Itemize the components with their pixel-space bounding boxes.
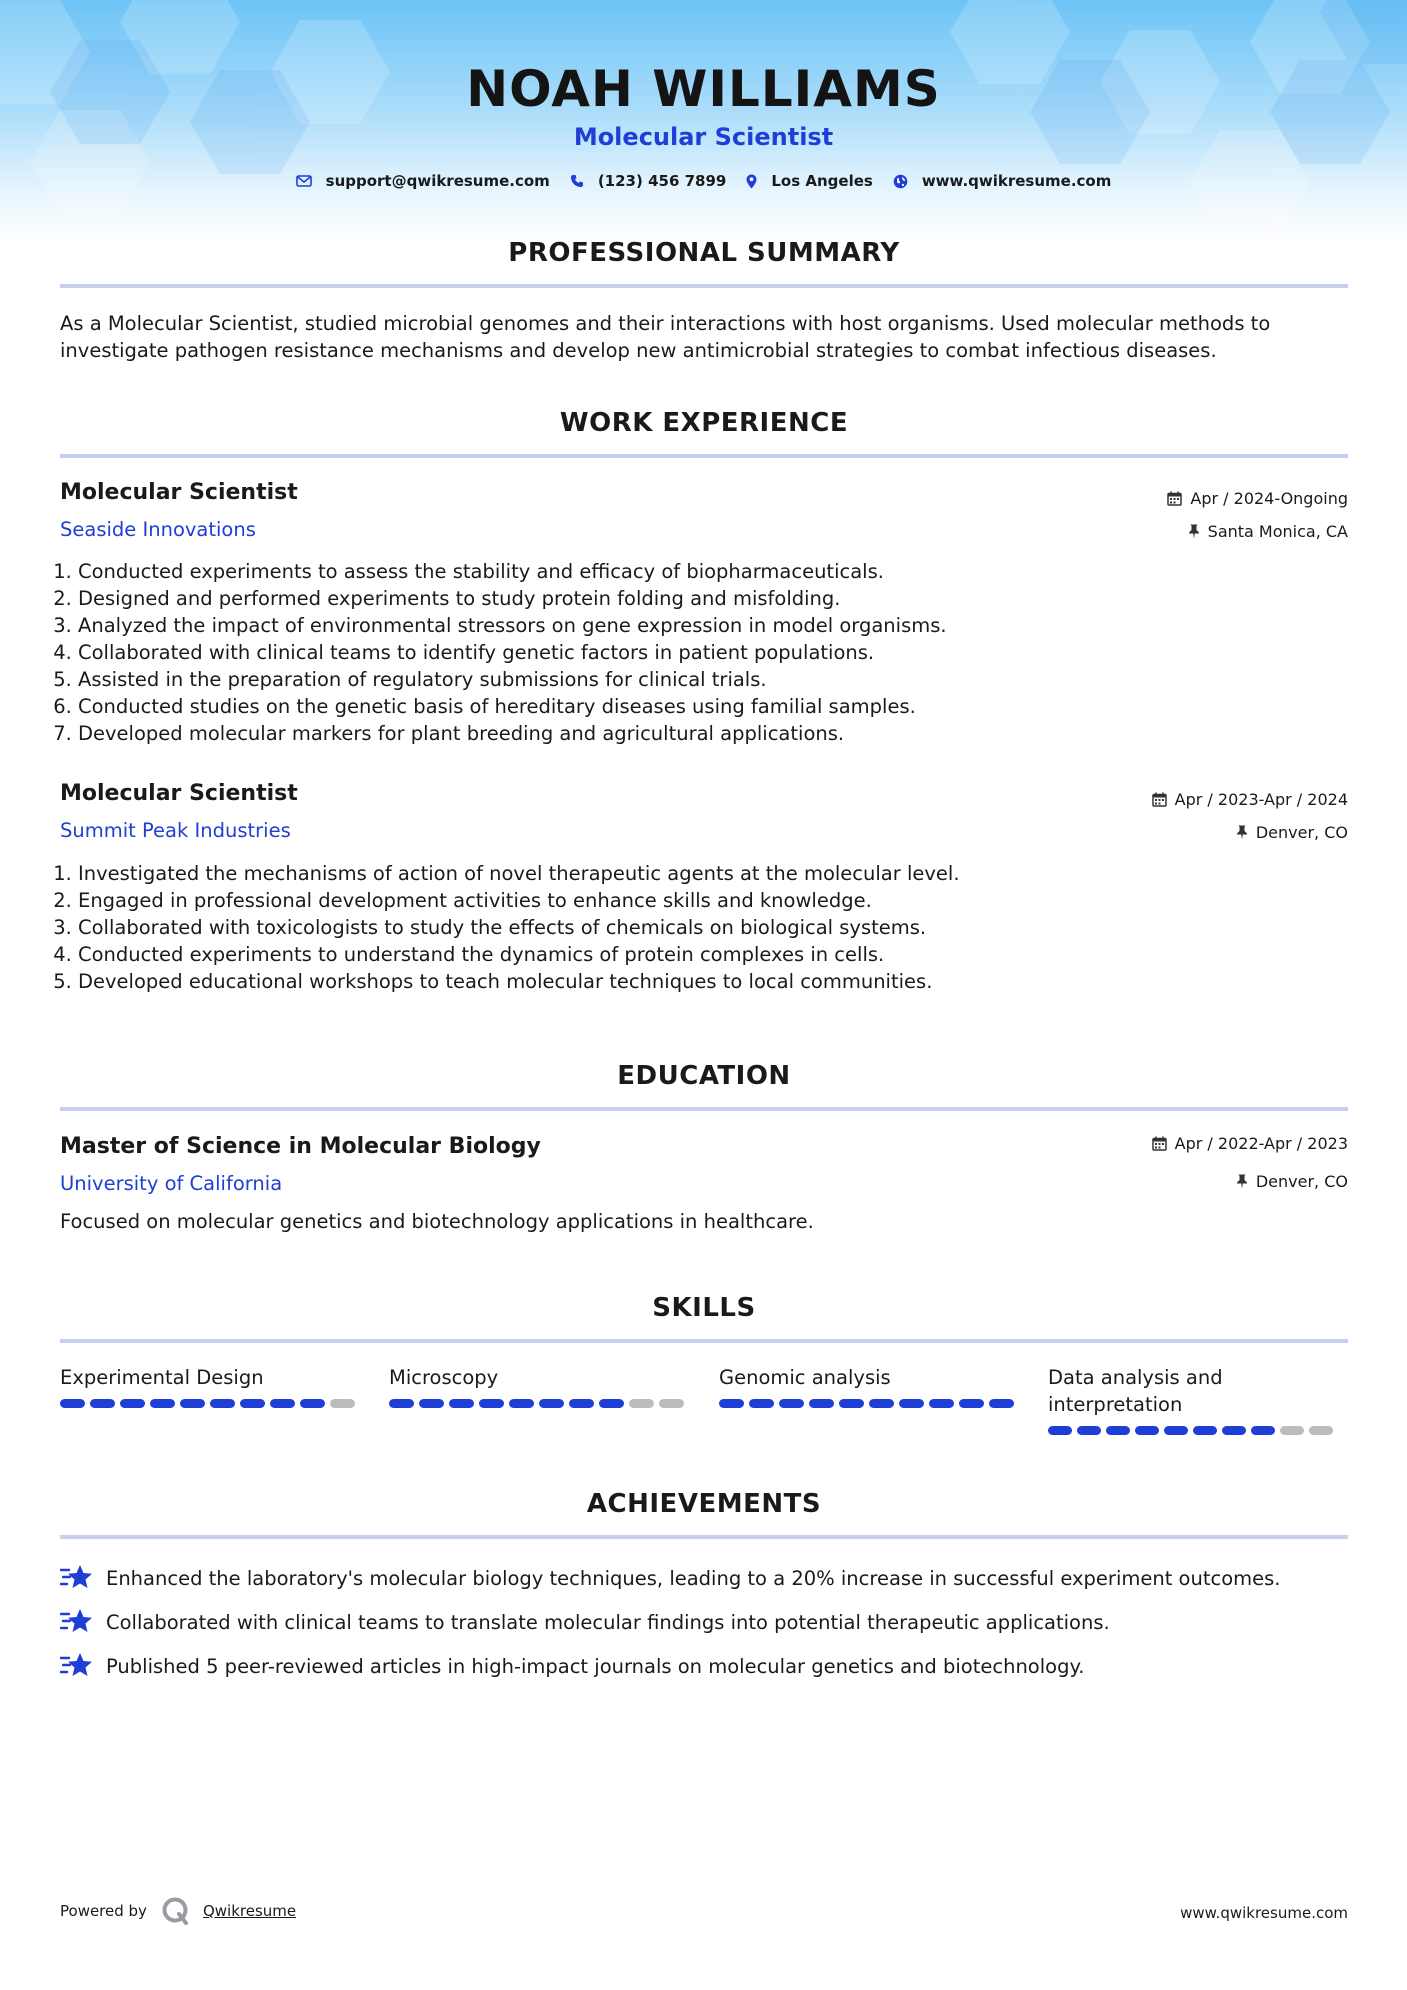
pushpin-icon (1188, 524, 1200, 539)
achievement-text: Enhanced the laboratory's molecular biology techniques, leading to a 20% increase in successful experiment outcomes. (106, 1566, 1281, 1590)
skill-segment-filled (1135, 1426, 1159, 1435)
achievements-heading: ACHIEVEMENTS (586, 1489, 822, 1519)
job-location-text: Denver, CO (1255, 823, 1348, 842)
candidate-title: Molecular Scientist (573, 123, 834, 151)
resume-header (0, 58, 1407, 152)
candidate-name: NOAH WILLIAMS (466, 60, 941, 118)
skill-segment-filled (1164, 1426, 1188, 1435)
list-item: 2. Engaged in professional development activities to enhance skills and knowledge. (78, 887, 1278, 914)
skill-segment-empty (1309, 1426, 1333, 1435)
education-dates (1152, 1134, 1348, 1153)
skill-segment-filled (240, 1399, 265, 1408)
powered-by-label: Powered by (60, 1902, 147, 1920)
skill-segment-filled (869, 1399, 894, 1408)
skill-segment-filled (539, 1399, 564, 1408)
calendar-icon (1152, 792, 1167, 807)
skill-segment-filled (1106, 1426, 1130, 1435)
list-item: 6. Conducted studies on the genetic basis of hereditary diseases using familial samples. (78, 693, 1278, 720)
list-item: 3. Collaborated with toxicologists to study the effects of chemicals on biological systems. (78, 914, 1278, 941)
list-item: 4. Collaborated with clinical teams to identify genetic factors in patient populations. (78, 639, 1278, 666)
contact-phone[interactable] (570, 172, 727, 190)
job-dates (1167, 489, 1348, 508)
globe-icon (893, 174, 908, 189)
skill-segment-filled (150, 1399, 175, 1408)
skill-segment-filled (779, 1399, 804, 1408)
phone-icon (570, 174, 584, 188)
education-location (1236, 1172, 1348, 1191)
skill-name: Microscopy (389, 1366, 499, 1389)
skill-segment-filled (1251, 1426, 1275, 1435)
education-divider (60, 1107, 1348, 1111)
list-item: 2. Designed and performed experiments to study protein folding and misfolding. (78, 585, 1278, 612)
contact-bar (0, 172, 1407, 190)
contact-website[interactable] (893, 172, 1112, 190)
achievement-item (60, 1652, 1084, 1680)
summary-heading: PROFESSIONAL SUMMARY (508, 238, 900, 268)
skill-segment-filled (120, 1399, 145, 1408)
job-responsibilities (56, 860, 1278, 995)
skill-segment-filled (419, 1399, 444, 1408)
skill-segment-filled (449, 1399, 474, 1408)
list-item: 1. Investigated the mechanisms of action of novel therapeutic agents at the molecular level. (78, 860, 1278, 887)
contact-email[interactable] (296, 172, 550, 190)
skill-name: Experimental Design (60, 1366, 264, 1389)
achievement-text: Collaborated with clinical teams to translate molecular findings into potential therapeutic applications. (106, 1610, 1110, 1634)
skill-item (719, 1364, 1019, 1408)
education-location-text: Denver, CO (1255, 1172, 1348, 1191)
skill-segment-filled (1193, 1426, 1217, 1435)
skill-segment-filled (180, 1399, 205, 1408)
footer-branding (60, 1896, 296, 1926)
skill-segment-filled (569, 1399, 594, 1408)
degree-title: Master of Science in Molecular Biology (60, 1134, 541, 1159)
list-item: 5. Assisted in the preparation of regulatory submissions for clinical trials. (78, 666, 1278, 693)
achievements-divider (60, 1535, 1348, 1539)
skill-level-bar (389, 1399, 689, 1408)
list-item: 1. Conducted experiments to assess the stability and efficacy of biopharmaceuticals. (78, 558, 1278, 585)
skill-item (1048, 1364, 1338, 1435)
skills-heading: SKILLS (652, 1293, 756, 1323)
pushpin-icon (1236, 1174, 1248, 1189)
list-item: 5. Developed educational workshops to teach molecular techniques to local communities. (78, 968, 1278, 995)
calendar-icon (1152, 1136, 1167, 1151)
summary-text: As a Molecular Scientist, studied microbial genomes and their interactions with host organisms. Used molecular methods to investigate pathogen resistance mechanisms and develop new antimicrobial strategies to combat infectious diseases. (60, 312, 1271, 362)
achievement-item (60, 1608, 1110, 1636)
skill-segment-filled (1222, 1426, 1246, 1435)
website-text: www.qwikresume.com (921, 172, 1112, 190)
map-marker-icon (746, 174, 757, 189)
company-name: Seaside Innovations (60, 518, 256, 541)
list-item: 7. Developed molecular markers for plant breeding and agricultural applications. (78, 720, 1278, 747)
skill-name: Data analysis and interpretation (1048, 1366, 1223, 1416)
skill-segment-empty (1280, 1426, 1304, 1435)
skills-divider (60, 1339, 1348, 1343)
qwikresume-logo-icon (161, 1896, 191, 1926)
calendar-icon (1167, 491, 1182, 506)
skill-item (60, 1364, 360, 1408)
skill-level-bar (60, 1399, 360, 1408)
skill-segment-filled (509, 1399, 534, 1408)
shooting-star-icon (60, 1564, 92, 1592)
qwikresume-link[interactable]: Qwikresume (202, 1902, 297, 1920)
list-item: 3. Analyzed the impact of environmental stressors on gene expression in model organisms. (78, 612, 1278, 639)
shooting-star-icon (60, 1608, 92, 1636)
experience-divider (60, 454, 1348, 458)
skill-segment-empty (330, 1399, 355, 1408)
phone-text: (123) 456 7899 (597, 172, 727, 190)
skill-segment-filled (749, 1399, 774, 1408)
summary-divider (60, 284, 1348, 288)
skill-segment-filled (839, 1399, 864, 1408)
experience-heading: WORK EXPERIENCE (559, 408, 849, 438)
skill-segment-filled (599, 1399, 624, 1408)
skill-segment-filled (1048, 1426, 1072, 1435)
skill-segment-filled (929, 1399, 954, 1408)
skill-segment-filled (389, 1399, 414, 1408)
skill-segment-empty (659, 1399, 684, 1408)
job-location (1236, 823, 1348, 842)
contact-location (746, 172, 872, 190)
shooting-star-icon (60, 1652, 92, 1680)
footer-website[interactable]: www.qwikresume.com (1180, 1904, 1348, 1922)
company-name: Summit Peak Industries (60, 819, 291, 842)
email-text: support@qwikresume.com (325, 172, 550, 190)
skill-segment-filled (899, 1399, 924, 1408)
job-dates (1152, 790, 1348, 809)
list-item: 4. Conducted experiments to understand the dynamics of protein complexes in cells. (78, 941, 1278, 968)
skill-segment-filled (270, 1399, 295, 1408)
pushpin-icon (1236, 825, 1248, 840)
skill-segment-filled (989, 1399, 1014, 1408)
skill-segment-filled (959, 1399, 984, 1408)
job-location-text: Santa Monica, CA (1207, 522, 1348, 541)
education-description: Focused on molecular genetics and biotechnology applications in healthcare. (60, 1210, 814, 1233)
skill-segment-filled (300, 1399, 325, 1408)
skill-segment-filled (719, 1399, 744, 1408)
achievement-text: Published 5 peer-reviewed articles in high-impact journals on molecular genetics and biotechnology. (106, 1654, 1085, 1678)
skill-level-bar (719, 1399, 1019, 1408)
skill-item (389, 1364, 689, 1408)
skill-segment-filled (90, 1399, 115, 1408)
job-dates-text: Apr / 2024-Ongoing (1190, 489, 1348, 508)
education-heading: EDUCATION (617, 1061, 791, 1091)
job-responsibilities (56, 558, 1278, 747)
education-dates-text: Apr / 2022-Apr / 2023 (1174, 1134, 1348, 1153)
achievement-item (60, 1564, 1281, 1592)
job-dates-text: Apr / 2023-Apr / 2024 (1174, 790, 1348, 809)
skill-segment-filled (809, 1399, 834, 1408)
skill-level-bar (1048, 1426, 1338, 1435)
location-text: Los Angeles (771, 172, 873, 190)
job-title: Molecular Scientist (60, 480, 298, 505)
skill-segment-filled (60, 1399, 85, 1408)
skill-segment-filled (479, 1399, 504, 1408)
envelope-icon (296, 175, 312, 187)
job-location (1188, 522, 1348, 541)
school-name: University of California (60, 1172, 283, 1195)
skill-segment-empty (629, 1399, 654, 1408)
skill-name: Genomic analysis (719, 1366, 891, 1389)
skill-segment-filled (210, 1399, 235, 1408)
job-title: Molecular Scientist (60, 781, 298, 806)
skill-segment-filled (1077, 1426, 1101, 1435)
